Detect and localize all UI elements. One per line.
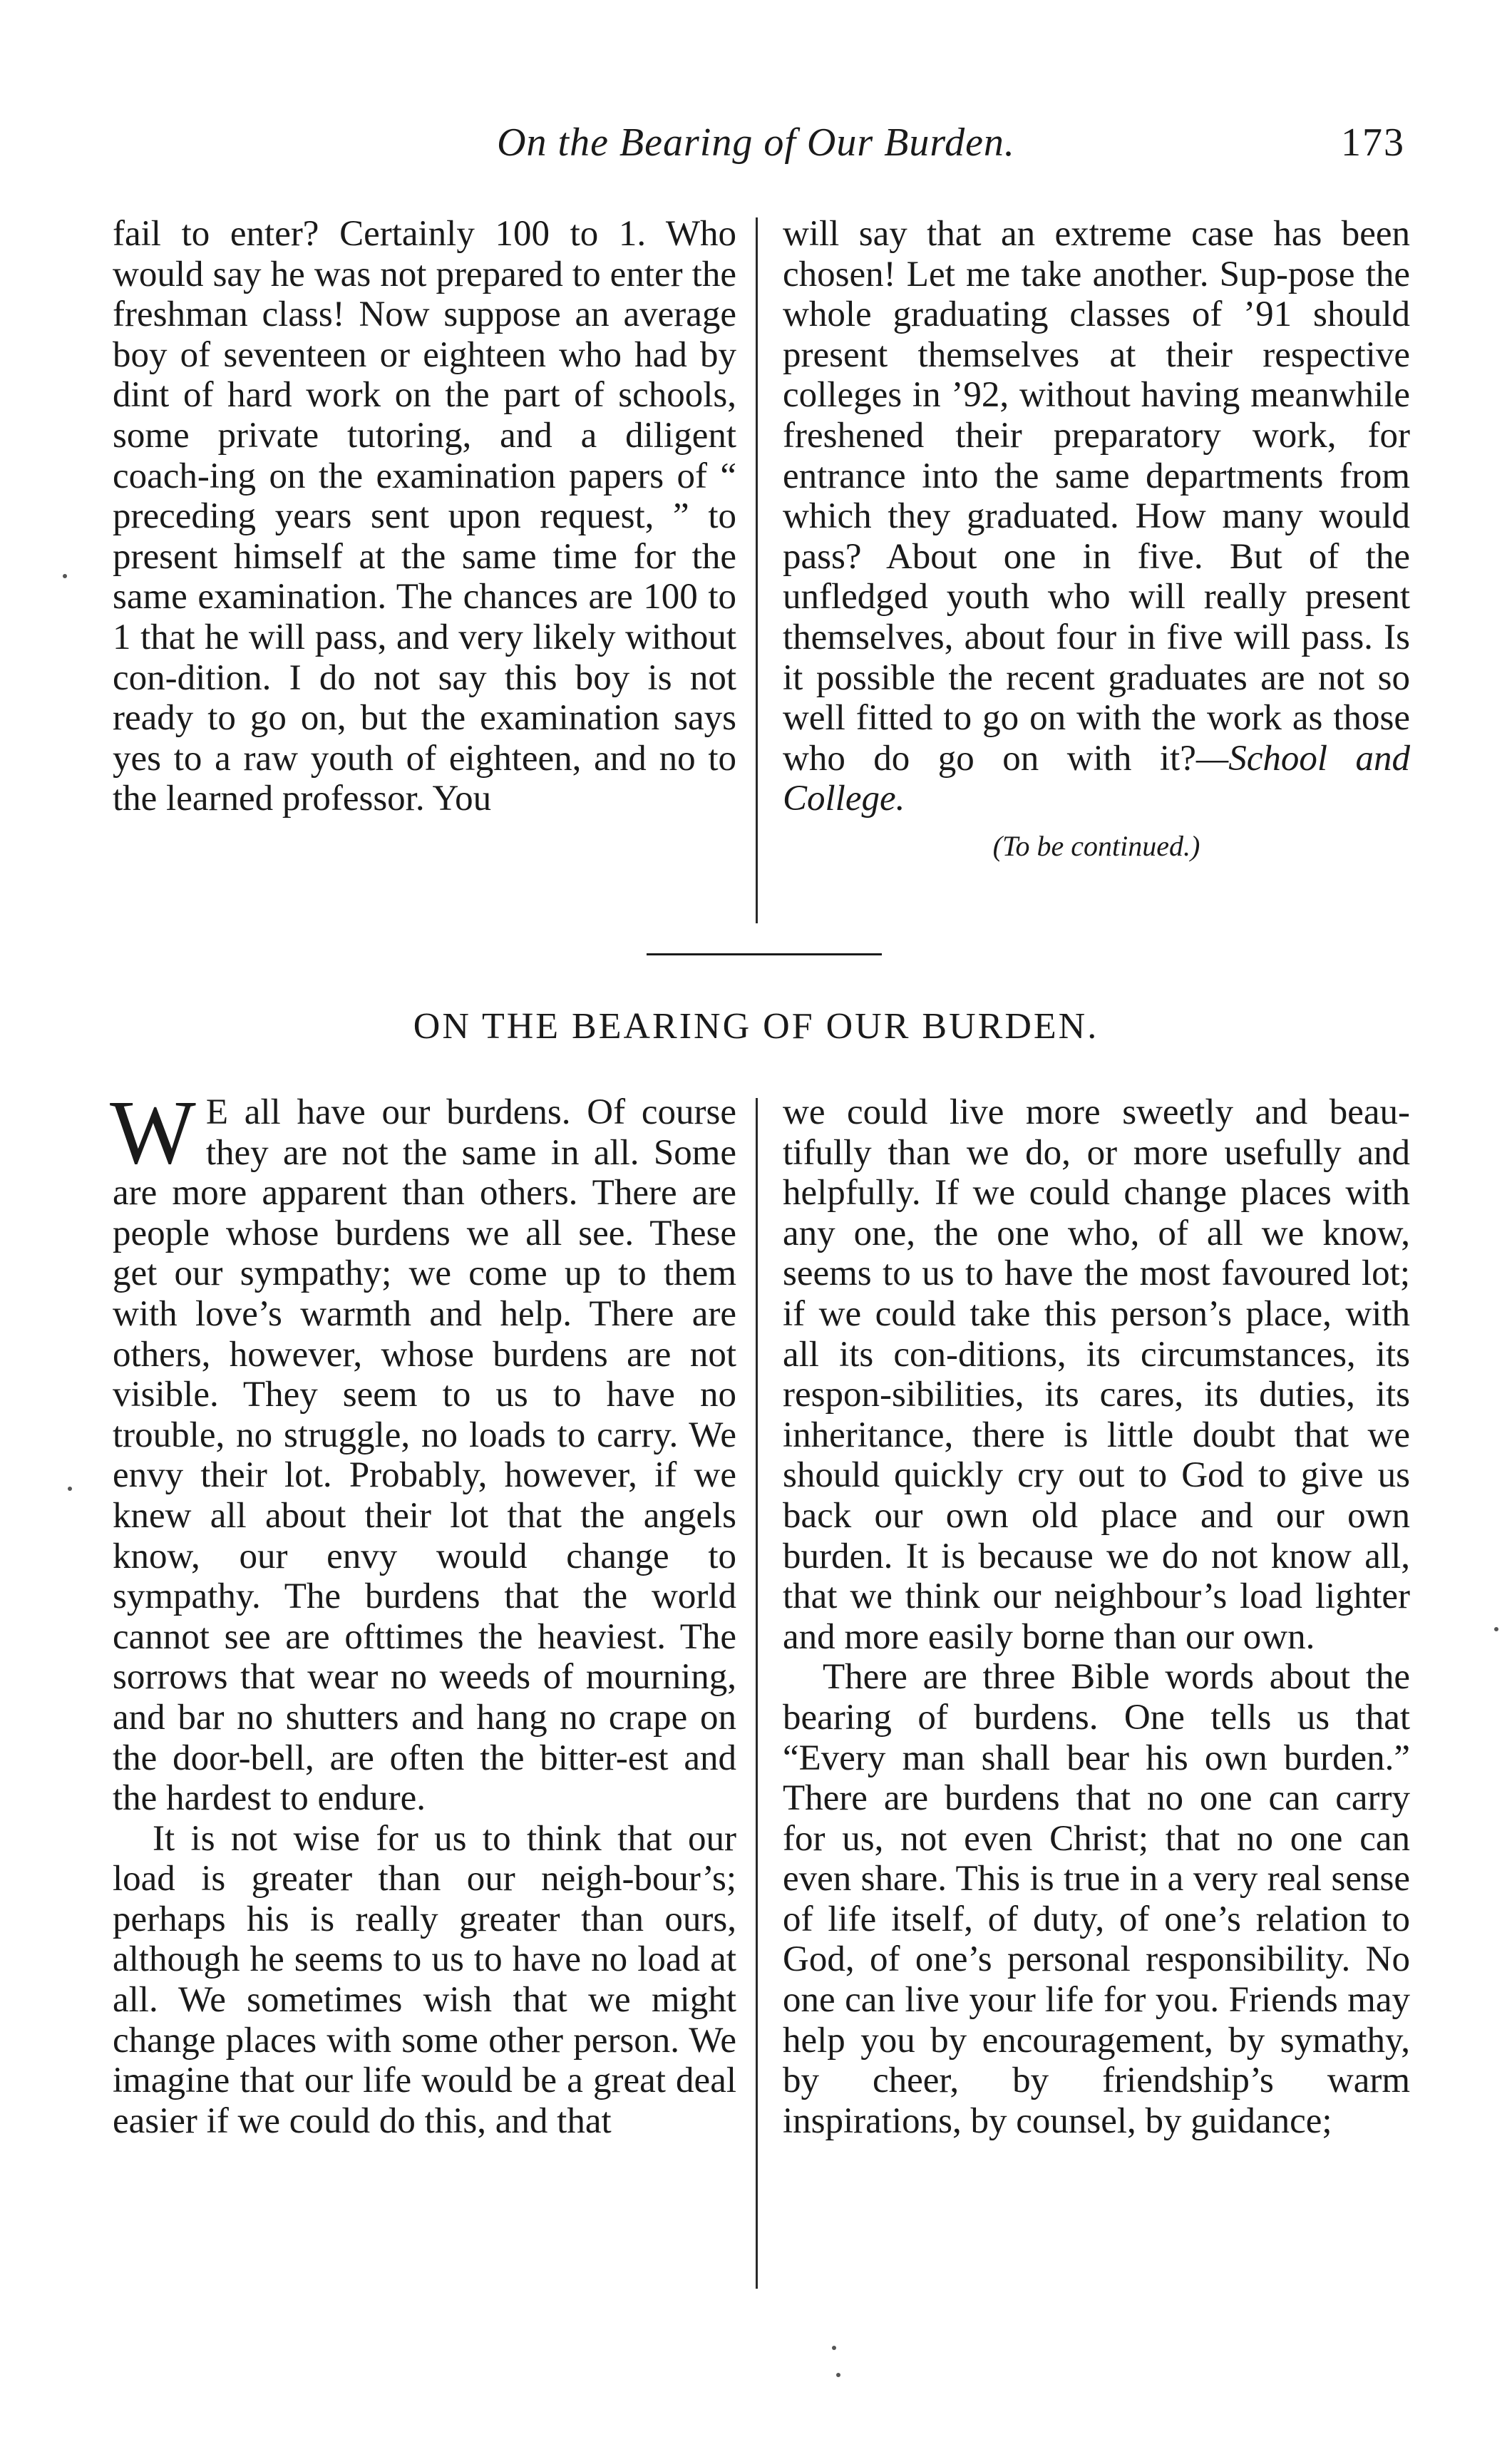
section-divider [647, 953, 882, 955]
previous-article-source: —School and College. [783, 738, 1410, 819]
article-left-column [110, 1082, 736, 2141]
margin-speck [63, 574, 67, 578]
column-rule-bottom [756, 1098, 758, 2289]
previous-article-left-column [113, 214, 736, 819]
article-paragraph-2-continued: we could live more sweetly and beau-tifully than we do, or more usefully and helpfully. If we could change places with any one, the one who, of all we know, seems to us to have the most favoured lot; if we could take this person’s place, with all its con-ditions, its circumstances, its respon-sibilities, its cares, its duties, its inheritance, there is little doubt that we should quickly cry out to God to give us back our own old place and our own burden. It is because we do not know all, that we think our neighbour’s load lighter and more easily borne than our own. [783, 1092, 1410, 1657]
previous-article-right-body: will say that an extreme case has been chosen! Let me take another. Sup-pose the whole graduating classes of ’91 should present themselves at their respective colleges in ’92, without having meanwhile freshened their preparatory work, for entrance into the same departments from which they graduated. How many would pass? About one in five. But of the unfledged youth who will really present themselves, about four in five will pass. Is it possible the recent graduates are not so well fitted to go on with the work as those who do go on with it? [783, 214, 1410, 779]
running-head [0, 120, 1512, 177]
column-rule-top [756, 217, 758, 923]
article-paragraph-2: It is not wise for us to think that our load is greater than our neigh-bour’s; perhaps his is really greater than ours, although he seems to us to have no load at all. We sometimes wish that we might change places with some other person. We imagine that our life would be a great deal easier if we could do this, and that [113, 1818, 736, 2141]
margin-speck [832, 2346, 836, 2350]
previous-article-left-text: fail to enter? Certainly 100 to 1. Who would say he was not prepared to enter the freshman class! Now suppose an average boy of seventeen or eighteen who had by dint of hard work on the part of schools, some private tutoring, and a diligent coach-ing on the examination papers of “ preceding years sent upon request, ” to present himself at the same time for the same examination. The chances are 100 to 1 that he will pass, and very likely without con-dition. I do not say this boy is not ready to go on, but the examination says yes to a raw youth of eighteen, and no to the learned professor. You [113, 214, 736, 819]
article-paragraph-1-text: E all have our burdens. Of course they are not the same in all. Some are more apparent than others. There are people whose burdens we all see. These get our sympathy; we come up to them with love’s warmth and help. There are others, however, whose burdens are not visible. They seem to us to have no trouble, no struggle, no loads to carry. We envy their lot. Probably, however, if we knew all about their lot that the angels know, our envy would change to sympathy. The burdens that the world cannot see are ofttimes the heaviest. The sorrows that wear no weeds of mourning, and bar no shutters and hang no crape on the door-bell, are often the bitter-est and the hardest to endure. [113, 1092, 736, 1819]
article-title: ON THE BEARING OF OUR BURDEN. [413, 1006, 1099, 1047]
previous-article-right-text [783, 214, 1410, 819]
margin-speck [836, 2373, 840, 2377]
drop-cap: W [110, 1082, 196, 1183]
running-title: On the Bearing of Our Burden. [497, 120, 1015, 165]
article-paragraph-3: There are three Bible words about the bearing of burdens. One tells us that “Every man shall bear his own burden.” There are burdens that no one can carry for us, not even Christ; that no one can even share. This is true in a very real sense of life itself, of duty, of one’s relation to God, of one’s personal responsibility. No one can live your life for you. Friends may help you by encouragement, by symathy, by cheer, by friendship’s warm inspirations, by counsel, by guidance; [783, 1657, 1410, 2141]
margin-speck [1494, 1627, 1498, 1631]
previous-article-right-column [783, 214, 1410, 867]
page-number: 173 [1341, 120, 1405, 165]
article-right-column [783, 1092, 1410, 2141]
to-be-continued-note: (To be continued.) [992, 829, 1200, 862]
article-paragraph-1 [110, 1082, 736, 1819]
margin-speck [68, 1487, 72, 1491]
